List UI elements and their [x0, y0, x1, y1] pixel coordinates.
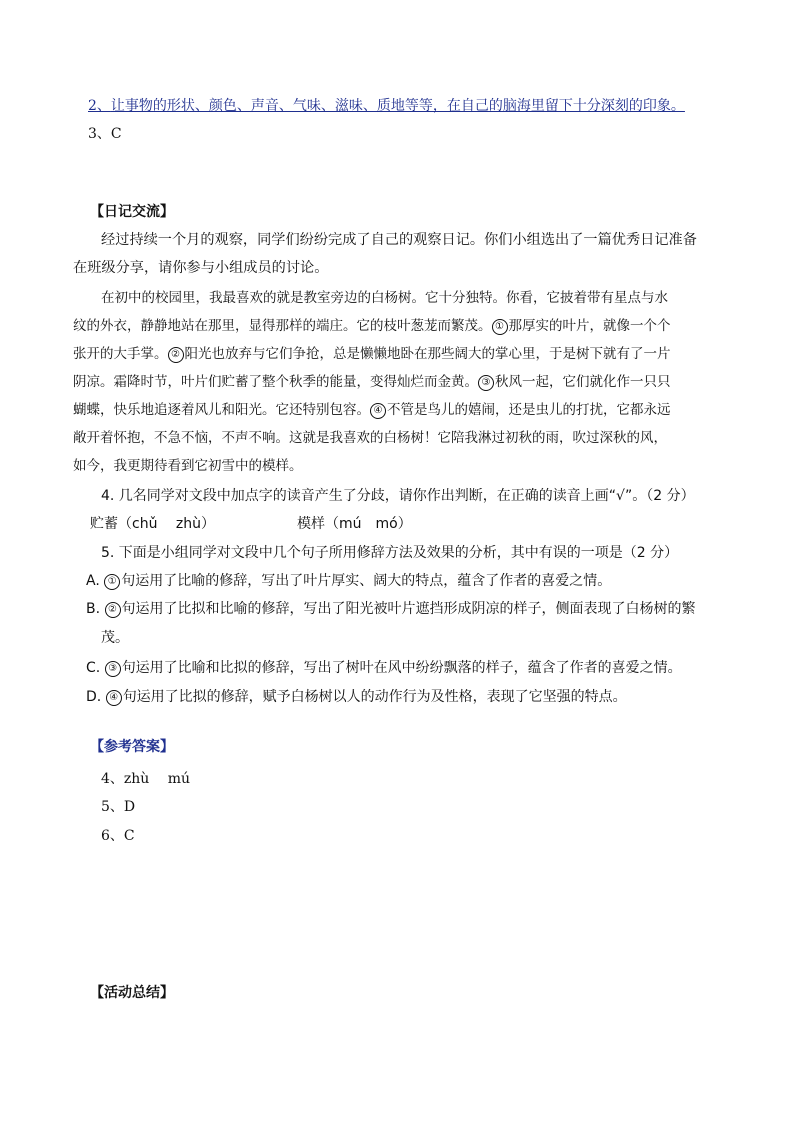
- question-5-stem: 5. 下面是小组同学对文段中几个句子所用修辞方法及效果的分析，其中有误的一项是（2 分）: [101, 545, 679, 561]
- mark-4: ④: [370, 403, 386, 419]
- section-heading-reference: 【参考答案】: [90, 739, 174, 755]
- answer-text: C: [110, 126, 122, 142]
- option-b: B. ② 句运用了比拟和比喻的修辞，写出了阳光被叶片遮挡形成阴凉的样子，侧面表现了白杨树的繁: [86, 601, 696, 617]
- answer-2: [88, 96, 685, 116]
- option-d: D. ④ 句运用了比拟的修辞，赋予白杨树以人的动作行为及性格，表现了它坚强的特点。: [86, 689, 627, 705]
- reference-answer-6: 6、C: [101, 828, 135, 844]
- option-mark: ③: [105, 661, 121, 677]
- question-4-stem: 4. 几名同学对文段中加点字的读音产生了分歧，请你作出判断，在正确的读音上画“√”。（2 分）: [101, 488, 695, 504]
- reference-answer-4: 4、zhù mú: [101, 771, 191, 787]
- answer-number: 3、: [88, 126, 111, 142]
- reference-answer-5: 5、D: [101, 799, 136, 815]
- passage-line-1: 在初中的校园里，我最喜欢的就是教室旁边的白杨树。它十分独特。你看，它披着带有星点与水: [101, 290, 668, 306]
- answer-text: 让事物的形状、颜色、声音、气味、滋味、质地等等，在自己的脑海里留下十分深刻的印象。: [110, 98, 685, 114]
- passage-line-3: 张开的大手掌。 ② 阳光也放弃与它们争抢，总是懒懒地卧在那些阔大的掌心里，于是树下就有了一片: [73, 346, 671, 362]
- passage-line-7: 如今，我更期待看到它初雪中的模样。: [73, 458, 303, 474]
- intro-line-1: 经过持续一个月的观察，同学们纷纷完成了自己的观察日记。你们小组选出了一篇优秀日记准备: [101, 232, 697, 248]
- mark-3: ③: [478, 375, 494, 391]
- passage-line-5: 蝴蝶，快乐地追逐着风儿和阳光。它还特别包容。 ④ 不管是鸟儿的嬉闹，还是虫儿的打扰，它都永远: [73, 402, 671, 418]
- intro-line-2: 在班级分享，请你参与小组成员的讨论。: [73, 260, 329, 276]
- section-heading-diary: 【日记交流】: [90, 204, 174, 220]
- answer-number: 2、: [88, 98, 111, 114]
- question-4-word-2: 模样（mú mó）: [297, 516, 412, 532]
- option-mark: ④: [106, 690, 122, 706]
- passage-line-2: 纹的外衣，静静地站在那里，显得那样的端庄。它的枝叶葱茏而繁茂。 ① 那厚实的叶片，就像一个个: [73, 318, 671, 334]
- option-a: A. ① 句运用了比喻的修辞，写出了叶片厚实、阔大的特点，蕴含了作者的喜爱之情。: [86, 573, 612, 589]
- option-mark: ①: [104, 574, 120, 590]
- section-heading-summary: 【活动总结】: [90, 985, 174, 1001]
- mark-1: ①: [492, 319, 508, 335]
- option-c: C. ③ 句运用了比喻和比拟的修辞，写出了树叶在风中纷纷飘落的样子，蕴含了作者的喜爱之情。: [86, 660, 682, 676]
- passage-line-4: 阴凉。霜降时节，叶片们贮蓄了整个秋季的能量，变得灿烂而金黄。 ③ 秋风一起，它们就化作一只只: [73, 374, 671, 390]
- option-mark: ②: [105, 602, 121, 618]
- passage-line-6: 敞开着怀抱，不急不恼，不声不响。这就是我喜欢的白杨树！它陪我淋过初秋的雨，吹过深秋的风，: [73, 430, 667, 446]
- mark-2: ②: [168, 347, 184, 363]
- answer-3: [88, 124, 122, 144]
- option-b-continued: 茂。: [101, 630, 129, 646]
- question-4-word-1: 贮蓄（chǔ zhù）: [90, 516, 215, 532]
